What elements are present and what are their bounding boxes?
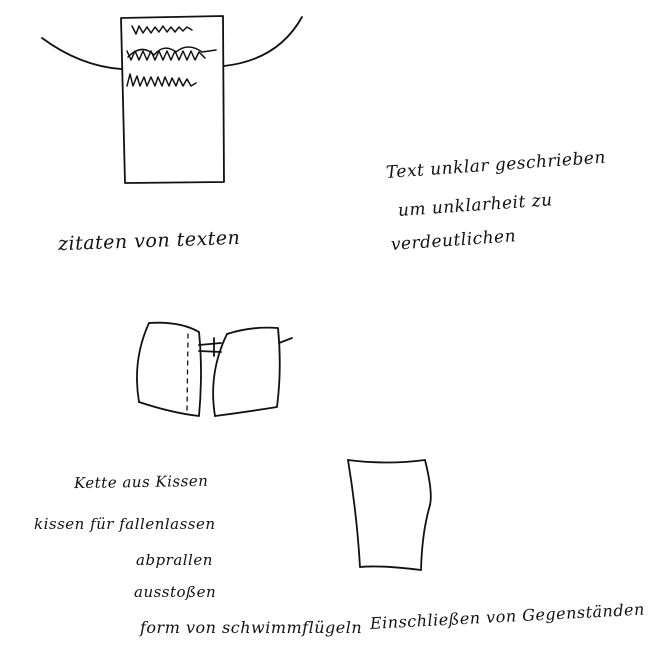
unclear-text-note-line-1: Text unklar geschrieben: [385, 147, 607, 183]
armband-shape-note: form von schwimmflügeln: [140, 618, 363, 637]
push-out-note: ausstoßen: [134, 583, 217, 601]
cushion-chain-sketch: [137, 323, 292, 416]
falling-cushion-note: kissen für fallenlassen: [34, 515, 216, 533]
cushion-chain-note: Kette aus Kissen: [73, 471, 209, 493]
unclear-text-note-line-3: verdeutlichen: [390, 226, 517, 255]
quoting-texts-caption: zitaten von texten: [57, 226, 241, 256]
bounce-off-note: abprallen: [136, 551, 213, 569]
cushion-shape-sketch: [348, 460, 431, 570]
enclosing-objects-note: Einschließen von Gegenständen: [369, 599, 646, 633]
crossed-out-lines-sketch: [127, 26, 216, 86]
paper-sheet-sketch: [42, 16, 302, 183]
unclear-text-note-line-2: um unklarheit zu: [397, 190, 554, 221]
